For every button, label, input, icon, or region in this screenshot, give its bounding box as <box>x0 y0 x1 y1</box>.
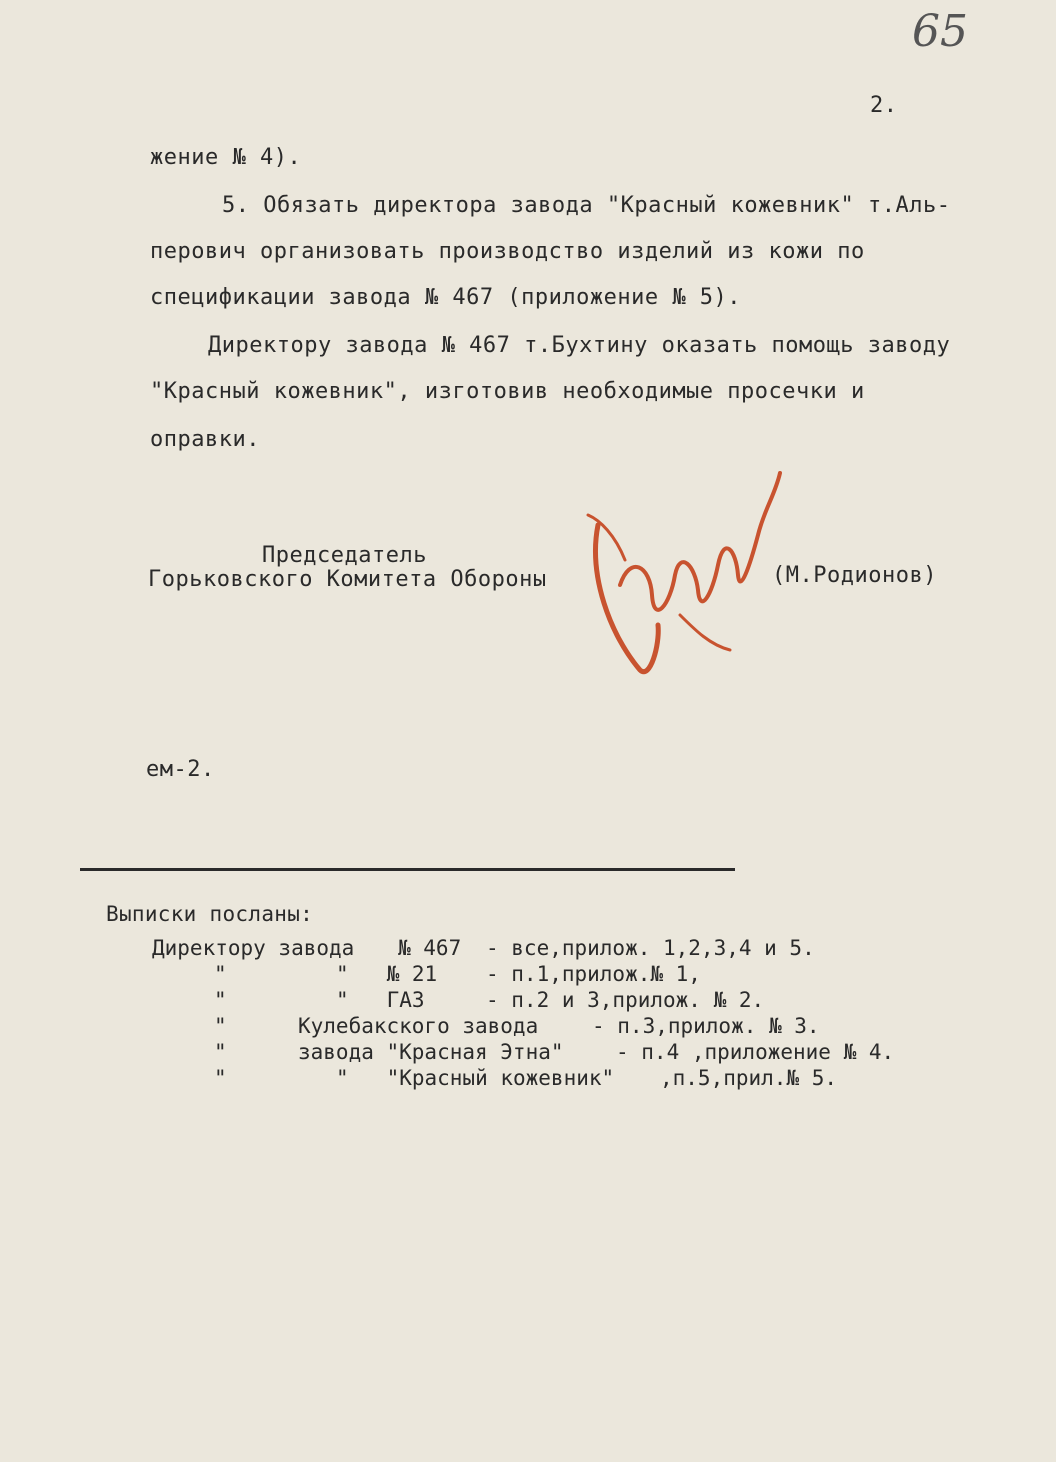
paragraph-line: жение № 4). <box>150 145 302 170</box>
distribution-row <box>0 934 1056 962</box>
distribution-details: ,п.5,прил.№ 5. <box>660 1066 838 1090</box>
paragraph-line: перович организовать производство изделий из кожи по <box>150 239 865 264</box>
distribution-row <box>0 960 1056 988</box>
reference-code: ем-2. <box>146 757 215 782</box>
distribution-row <box>0 1064 1056 1092</box>
paragraph-line: Директору завода № 467 т.Бухтину оказать помощь заводу <box>208 333 951 358</box>
archive-page-number: 65 <box>912 6 968 57</box>
distribution-target: Кулебакского завода <box>298 1014 539 1038</box>
distribution-target: " № 21 <box>336 962 438 986</box>
signatory-title: Председатель <box>262 543 427 568</box>
distribution-heading: Выписки посланы: <box>106 902 314 926</box>
distribution-recipient: " <box>214 1066 227 1090</box>
distribution-recipient: " <box>214 988 227 1012</box>
distribution-details: - п.1,прилож.№ 1, <box>486 962 701 986</box>
signatory-organization: Горьковского Комитета Обороны <box>148 567 547 592</box>
distribution-target: завода "Красная Этна" <box>298 1040 564 1064</box>
page-number: 2. <box>870 93 898 118</box>
handwritten-signature <box>580 455 800 705</box>
paragraph-line: спецификации завода № 467 (приложение № 5). <box>150 285 742 310</box>
paragraph-line: оправки. <box>150 427 260 452</box>
distribution-row <box>0 986 1056 1014</box>
paragraph-line: "Красный кожевник", изготовив необходимые просечки и <box>150 379 865 404</box>
separator-rule <box>80 868 735 871</box>
paragraph-line: 5. Обязать директора завода "Красный кожевник" т.Аль- <box>222 193 951 218</box>
distribution-recipient: " <box>214 1040 227 1064</box>
distribution-details: - все,прилож. 1,2,3,4 и 5. <box>486 936 815 960</box>
distribution-target: " "Красный кожевник" <box>336 1066 615 1090</box>
distribution-details: - п.2 и 3,прилож. № 2. <box>486 988 765 1012</box>
distribution-target: № 467 <box>398 936 462 960</box>
distribution-row <box>0 1012 1056 1040</box>
distribution-details: - п.4 ,приложение № 4. <box>616 1040 895 1064</box>
distribution-target: " ГАЗ <box>336 988 425 1012</box>
signatory-name: (М.Родионов) <box>772 563 937 588</box>
distribution-recipient: " <box>214 962 227 986</box>
distribution-recipient: Директору завода <box>152 936 355 960</box>
distribution-details: - п.3,прилож. № 3. <box>592 1014 820 1038</box>
distribution-row <box>0 1038 1056 1066</box>
distribution-recipient: " <box>214 1014 227 1038</box>
